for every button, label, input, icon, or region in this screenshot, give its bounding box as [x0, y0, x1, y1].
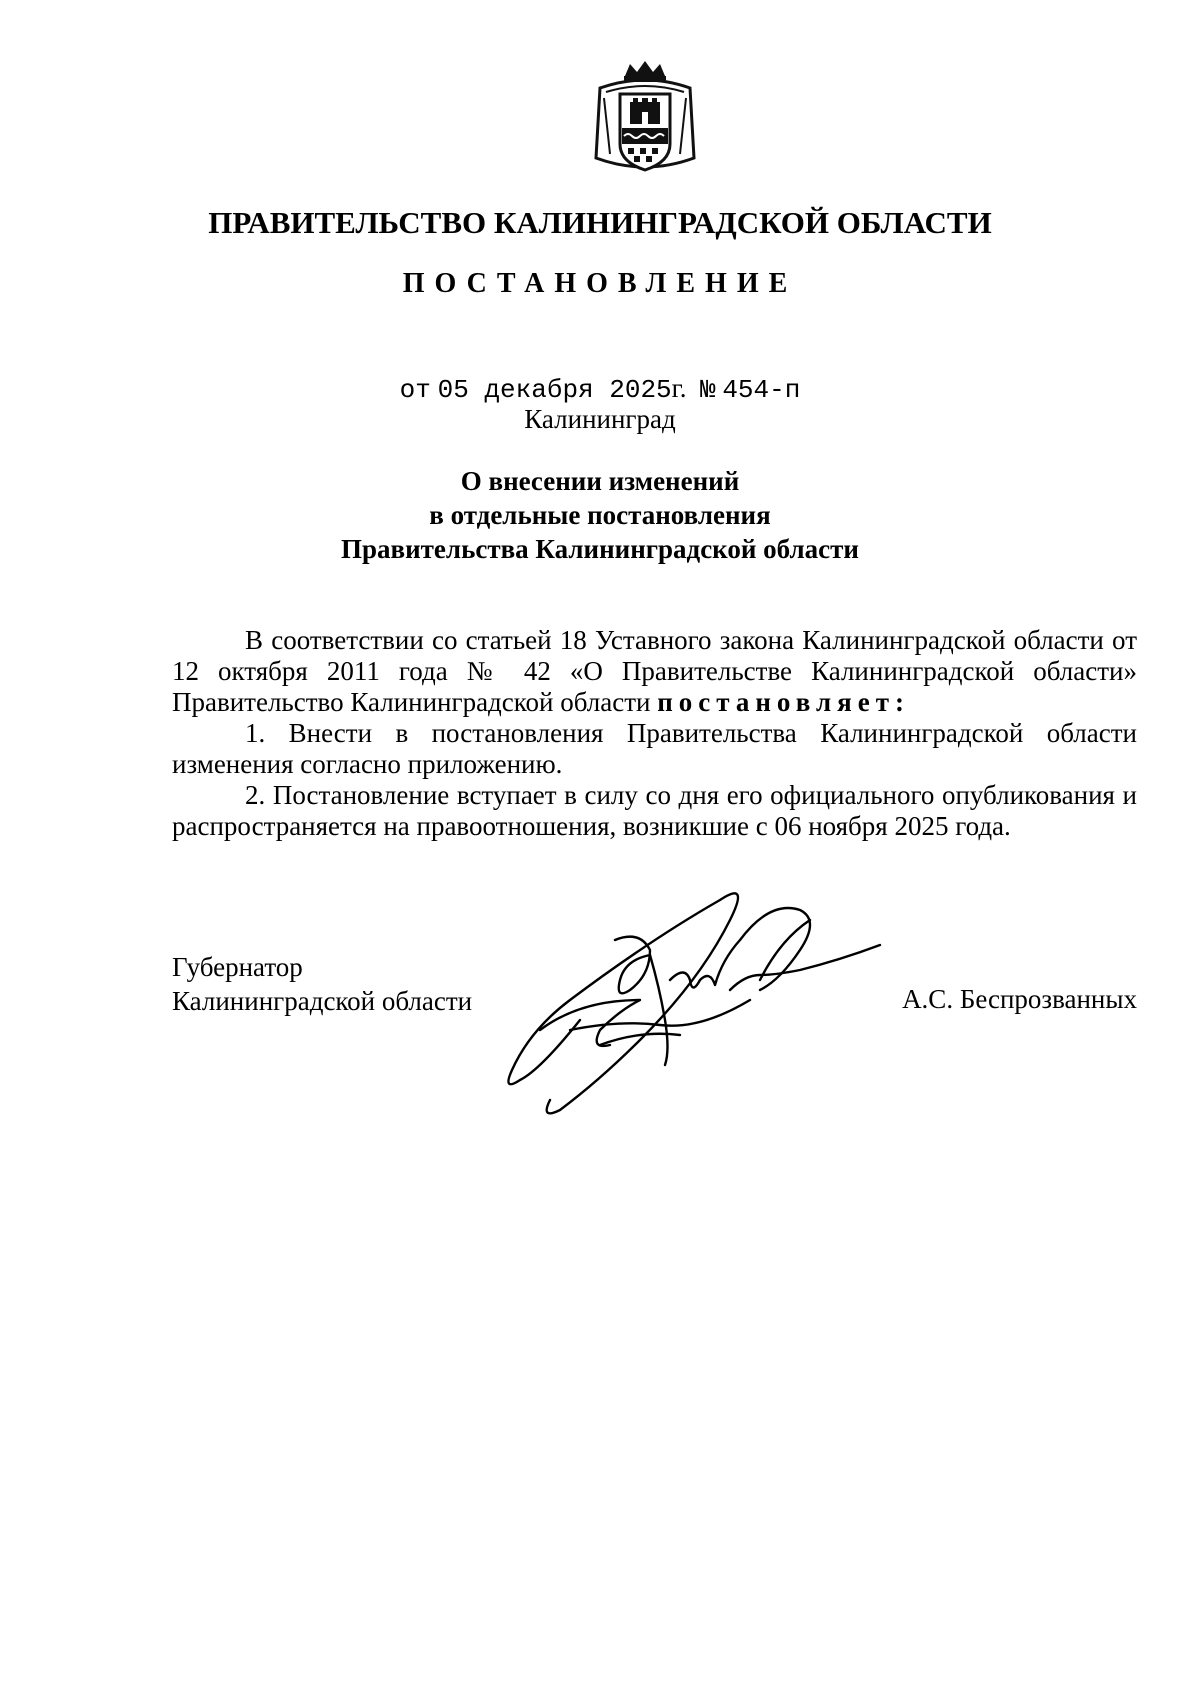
- signatory-position: [172, 950, 472, 1018]
- handwritten-signature: [500, 880, 920, 1120]
- preamble-paragraph: [172, 625, 1137, 718]
- coat-of-arms-icon: [590, 58, 700, 178]
- document-date: 05 декабря 2025: [437, 375, 672, 405]
- date-line: [0, 373, 1200, 405]
- preamble-text: В соответствии со статьей 18 Уставного закона Калининградской области от 12 октября 2011 года № 42 «О Правительстве Калининградской области» Правительство Калининградской области: [172, 625, 1137, 717]
- document-number: 454-п: [722, 375, 801, 405]
- document-type: ПОСТАНОВЛЕНИЕ: [402, 268, 798, 299]
- resolves-word: постановляет:: [657, 687, 910, 717]
- position-line: Губернатор: [172, 952, 303, 982]
- government-title: ПРАВИТЕЛЬСТВО КАЛИНИНГРАДСКОЙ ОБЛАСТИ: [208, 205, 992, 240]
- subject-line: О внесении изменений: [460, 466, 740, 496]
- document-subject: [0, 464, 1200, 566]
- subject-line: в отдельные постановления: [429, 500, 771, 530]
- city: Калининград: [524, 404, 676, 434]
- clause-1: 1. Внести в постановления Правительства Калининградской области изменения согласно приложению.: [172, 718, 1137, 779]
- subject-line: Правительства Калининградской области: [341, 534, 859, 564]
- year-suffix: г.: [671, 373, 687, 403]
- clause-2: 2. Постановление вступает в силу со дня его официального опубликования и распространяется на правоотношения, возникшие с 06 ноября 2025 года.: [172, 780, 1137, 841]
- document-body: [172, 625, 1137, 842]
- date-prefix: от: [399, 375, 431, 405]
- signatory-name: А.С. Беспрозванных: [902, 984, 1137, 1014]
- number-label: №: [699, 375, 716, 405]
- position-line: Калининградской области: [172, 986, 473, 1016]
